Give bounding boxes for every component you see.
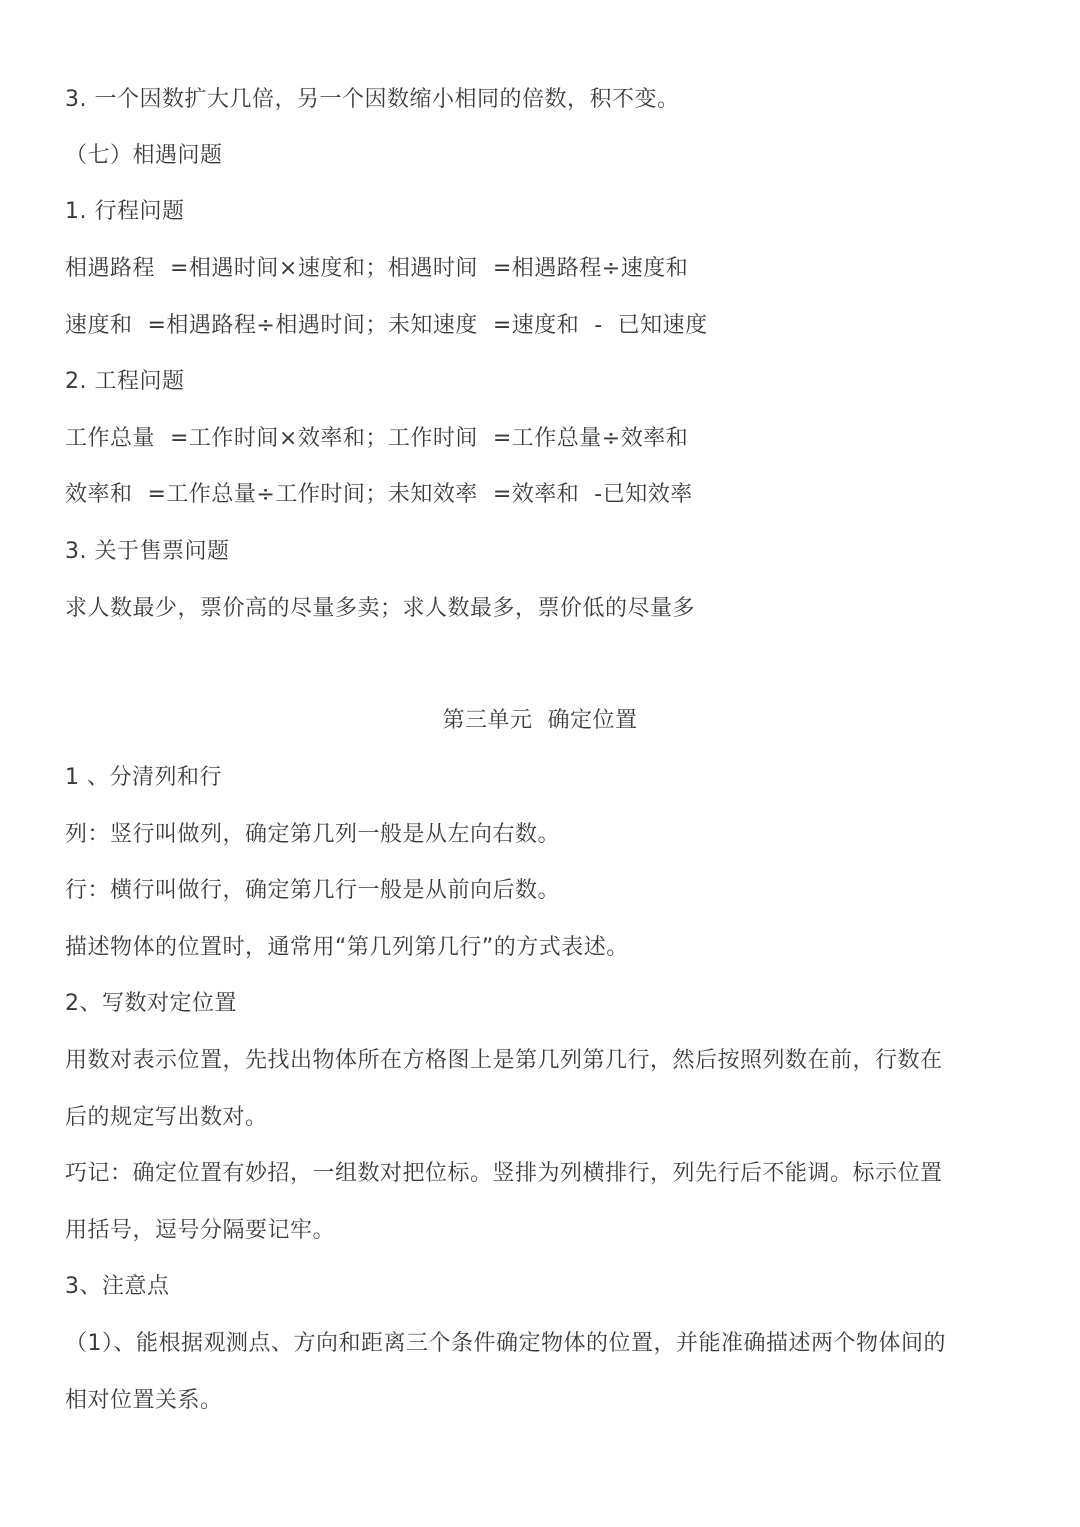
subheading-work-problems: 2. 工程问题 (65, 369, 185, 394)
row-definition: 行：横行叫做行，确定第几行一般是从前向后数。 (65, 878, 561, 903)
subheading-ticket-problems: 3. 关于售票问题 (65, 539, 230, 564)
number-pair-paragraph-line-1: 用数对表示位置，先找出物体所在方格图上是第几列第几行，然后按照列数在前，行数在 (65, 1048, 943, 1073)
mnemonic-line-1: 巧记：确定位置有妙招，一组数对把位标。竖排为列横排行，列先行后不能调。标示位置 (65, 1161, 943, 1186)
subheading-notes: 3、注意点 (65, 1274, 170, 1299)
subheading-travel-problems: 1. 行程问题 (65, 199, 185, 224)
subheading-columns-rows: 1 、分清列和行 (65, 765, 222, 790)
formula-efficiency-sum: 效率和 =工作总量÷工作时间；未知效率 =效率和 -已知效率 (65, 482, 693, 507)
formula-meeting-distance: 相遇路程 =相遇时间×速度和；相遇时间 =相遇路程÷速度和 (65, 256, 689, 281)
position-description: 描述物体的位置时，通常用“第几列第几行”的方式表述。 (65, 935, 629, 960)
number-pair-paragraph-line-2: 后的规定写出数对。 (65, 1105, 268, 1130)
rule-factor-product: 3. 一个因数扩大几倍，另一个因数缩小相同的倍数，积不变。 (65, 87, 680, 112)
note-1-line-1: （1）、能根据观测点、方向和距离三个条件确定物体的位置，并能准确描述两个物体间的 (65, 1331, 947, 1356)
column-definition: 列：竖行叫做列，确定第几列一般是从左向右数。 (65, 822, 561, 847)
section-heading-meeting-problems: （七）相遇问题 (65, 143, 223, 168)
ticket-rule: 求人数最少，票价高的尽量多卖；求人数最多，票价低的尽量多 (65, 596, 696, 621)
unit-title: 第三单元 确定位置 (442, 708, 638, 733)
subheading-number-pairs: 2、写数对定位置 (65, 991, 237, 1016)
mnemonic-line-2: 用括号，逗号分隔要记牢。 (65, 1218, 336, 1243)
formula-speed-sum: 速度和 =相遇路程÷相遇时间；未知速度 =速度和 - 已知速度 (65, 313, 708, 338)
formula-total-work: 工作总量 =工作时间×效率和；工作时间 =工作总量÷效率和 (65, 426, 689, 451)
note-1-line-2: 相对位置关系。 (65, 1388, 223, 1413)
